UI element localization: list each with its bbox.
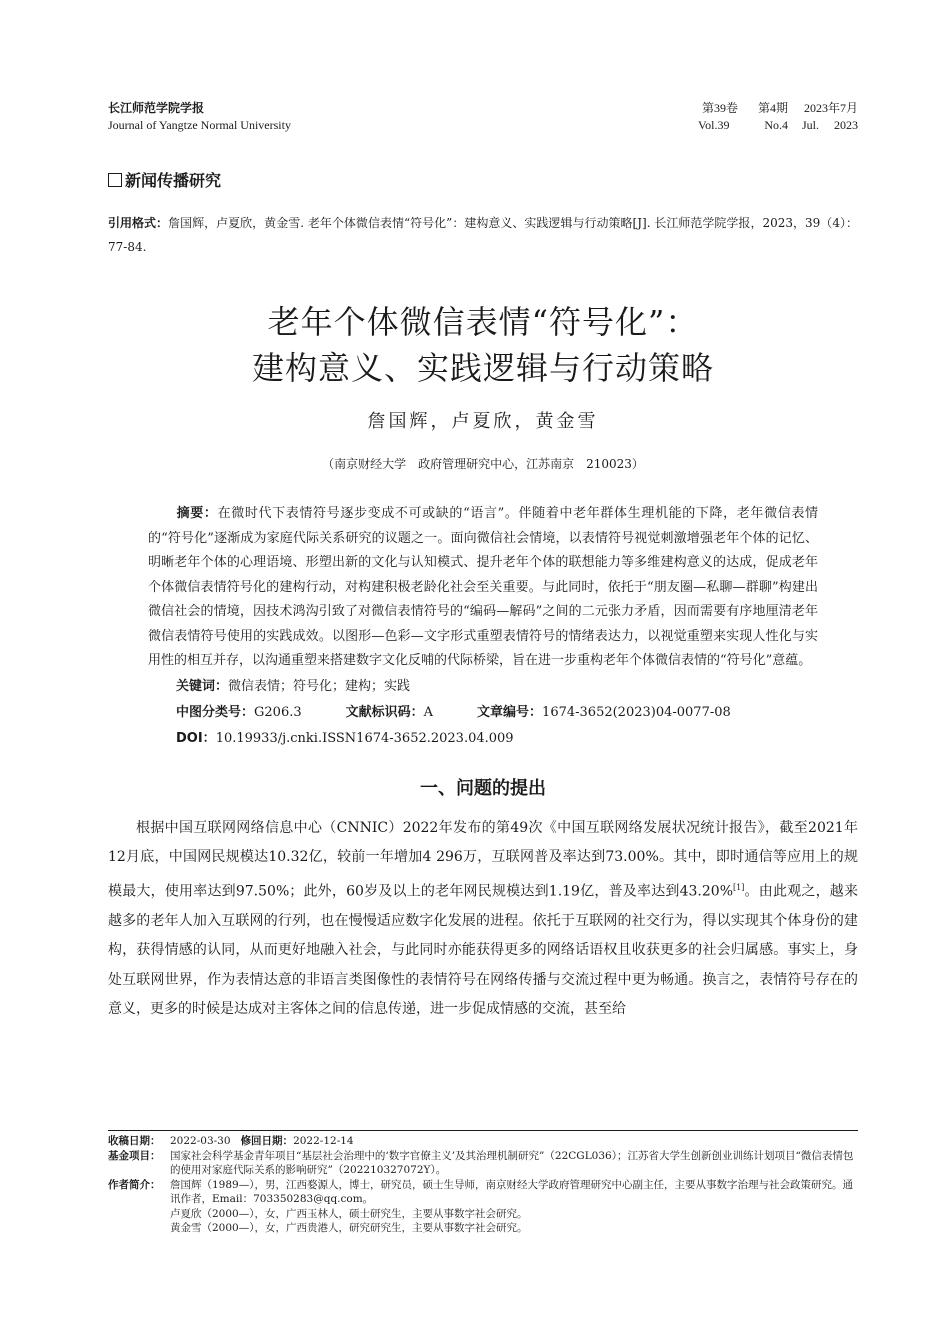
section-label [108, 168, 858, 191]
journal-header [108, 100, 858, 134]
author-bio-1: 詹国辉（1989—），男，江西婺源人，博士，研究员，硕士生导师，南京财经大学政府管理研究中心副主任，主要从事数字治理与社会政策研究。通讯作者，Email：703350283@qq.com。 [170, 1178, 853, 1205]
clc-label: 中图分类号： [176, 704, 255, 720]
body-text-part2: 。由此观之，越来越多的老年人加入互联网的行列，也在慢慢适应数字化发展的进程。依托于互联网的社交行为，得以实现其个体身份的建构，获得情感的认同，从而更好地融入社会，与此同时亦能获得更多的网络话语权且收获更多的社会归属感。事实上，身处互联网世界，作为表情达意的非语言类图像性的表情符号在网络传播与交流过程中更为畅通。换言之，表情符号存在的意义，更多的时候是达成对主客体之间的信息传递，进一步促成情感的交流，甚至给 [108, 883, 859, 1018]
abstract-label: 摘要： [176, 506, 218, 521]
doi-label: DOI： [176, 730, 216, 746]
received-label: 收稿日期： [108, 1135, 161, 1147]
citation-format [108, 211, 858, 259]
authors: 詹国辉，卢夏欣，黄金雪 [367, 411, 599, 432]
issue-info-en [698, 117, 858, 134]
square-box-icon [108, 173, 122, 187]
body-text-part1: 根据中国互联网网络信息中心（CNNIC）2022年发布的第49次《中国互联网络发展状况统计报告》，截至2021年12月底，中国网民规模达10.32亿，较前一年增加4 296万，互联网普及率达到73.00%。其中，即时通信等应用上的规模最大，使用率达到97.50%；此外，60岁及以上的老年网民规模达到1.19亿，普及率达到43.20% [108, 819, 858, 900]
date-cn: 2023年7月 [803, 101, 858, 115]
keywords-label: 关键词： [176, 678, 229, 694]
journal-name-cn: 长江师范学院学报 [108, 101, 205, 115]
fund-text: 国家社会科学基金青年项目“基层社会治理中的‘数字官僚主义’及其治理机制研究”（22CGL036）；江苏省大学生创新创业训练计划项目“微信表情包的使用对家庭代际关系的影响研究”（202210327072Y）。 [170, 1149, 854, 1176]
reference-marker[interactable]: [1] [733, 882, 745, 892]
author-bio-3: 黄金雪（2000—），女，广西贵港人，研究研究生，主要从事数字社会研究。 [170, 1222, 528, 1234]
footnote-fund [108, 1149, 858, 1178]
number-cn: 第4期 [757, 101, 788, 115]
article-number-value: 1674-3652(2023)04-0077-08 [542, 704, 731, 720]
keywords [176, 674, 858, 700]
body-paragraph [108, 814, 858, 1025]
doc-code-value: A [423, 704, 434, 720]
fund-label: 基金项目： [108, 1149, 161, 1162]
doi-value[interactable]: 10.19933/j.cnki.ISSN1674-3652.2023.04.009 [215, 730, 514, 746]
section-heading: 一、问题的提出 [420, 777, 546, 799]
year-en: 2023 [834, 118, 858, 132]
citation-text: 詹国辉，卢夏欣，黄金雪. 老年个体微信表情“符号化”：建构意义、实践逻辑与行动策略[J]. 长江师范学院学报，2023，39（4）：77-84. [108, 216, 858, 254]
keywords-text: 微信表情；符号化；建构；实践 [228, 678, 411, 694]
revised-label: 修回日期： [240, 1135, 294, 1147]
title-line-2: 建构意义、实践逻辑与行动策略 [251, 349, 714, 387]
footnote-authors [108, 1178, 858, 1236]
author-intro-label: 作者简介： [108, 1178, 161, 1191]
section-label-text: 新闻传播研究 [125, 171, 222, 190]
article-number-label: 文章编号： [477, 704, 543, 720]
journal-name-en: Journal of Yangtze Normal University [108, 118, 291, 132]
citation-label: 引用格式： [108, 216, 169, 230]
footnote-dates [108, 1134, 858, 1149]
classification [176, 700, 858, 726]
revised-date: 2022-12-14 [293, 1135, 354, 1147]
abstract-text: 在微时代下表情符号逐步变成不可或缺的“语言”。伴随着中老年群体生理机能的下降，老年微信表情的“符号化”逐渐成为家庭代际关系研究的议题之一。面向微信社会情境，以表情符号视觉刺激增强老年个体的记忆、明晰老年个体的心理语境、形塑出新的文化与认知模式、提升老年个体的联想能力等多维建构意义的达成，促成老年个体微信表情符号化的建构行动，对构建积极老龄化社会至关重要。与此同时，依托于“朋友圈—私聊—群聊”构建出微信社会的情境，因技术鸿沟引致了对微信表情符号的“编码—解码”之间的二元张力矛盾，因而需要有序地厘清老年微信表情符号使用的实践成效。以图形—色彩—文字形式重塑表情符号的情绪表达力，以视觉重塑来实现人性化与实用性的相互并存，以沟通重塑来搭建数字文化反哺的代际桥梁，旨在进一步重构老年个体微信表情的“符号化”意蕴。 [148, 506, 818, 668]
issue-info-block [698, 100, 858, 134]
issue-info-cn [698, 100, 858, 117]
clc-value: G206.3 [254, 704, 302, 720]
paper-page [108, 100, 859, 1234]
number-en: No.4 [764, 118, 788, 132]
journal-name-block [108, 100, 291, 133]
date-en [788, 117, 858, 134]
abstract [148, 502, 818, 674]
volume-en: Vol.39 [698, 118, 730, 132]
paper-title [108, 299, 858, 391]
doi [176, 726, 858, 752]
month-en: Jul. [801, 118, 819, 132]
author-bio-2: 卢夏欣（2000—），女，广西玉林人，硕士研究生，主要从事数字社会研究。 [170, 1207, 528, 1220]
doc-code-label: 文献标识码： [345, 704, 424, 720]
footnotes [108, 1130, 858, 1236]
received-date: 2022-03-30 [170, 1135, 231, 1147]
title-line-1: 老年个体微信表情“符号化”： [267, 303, 699, 341]
affiliation: （南京财经大学 政府管理研究中心，江苏南京 210023） [322, 457, 644, 471]
volume-cn: 第39卷 [701, 101, 738, 115]
